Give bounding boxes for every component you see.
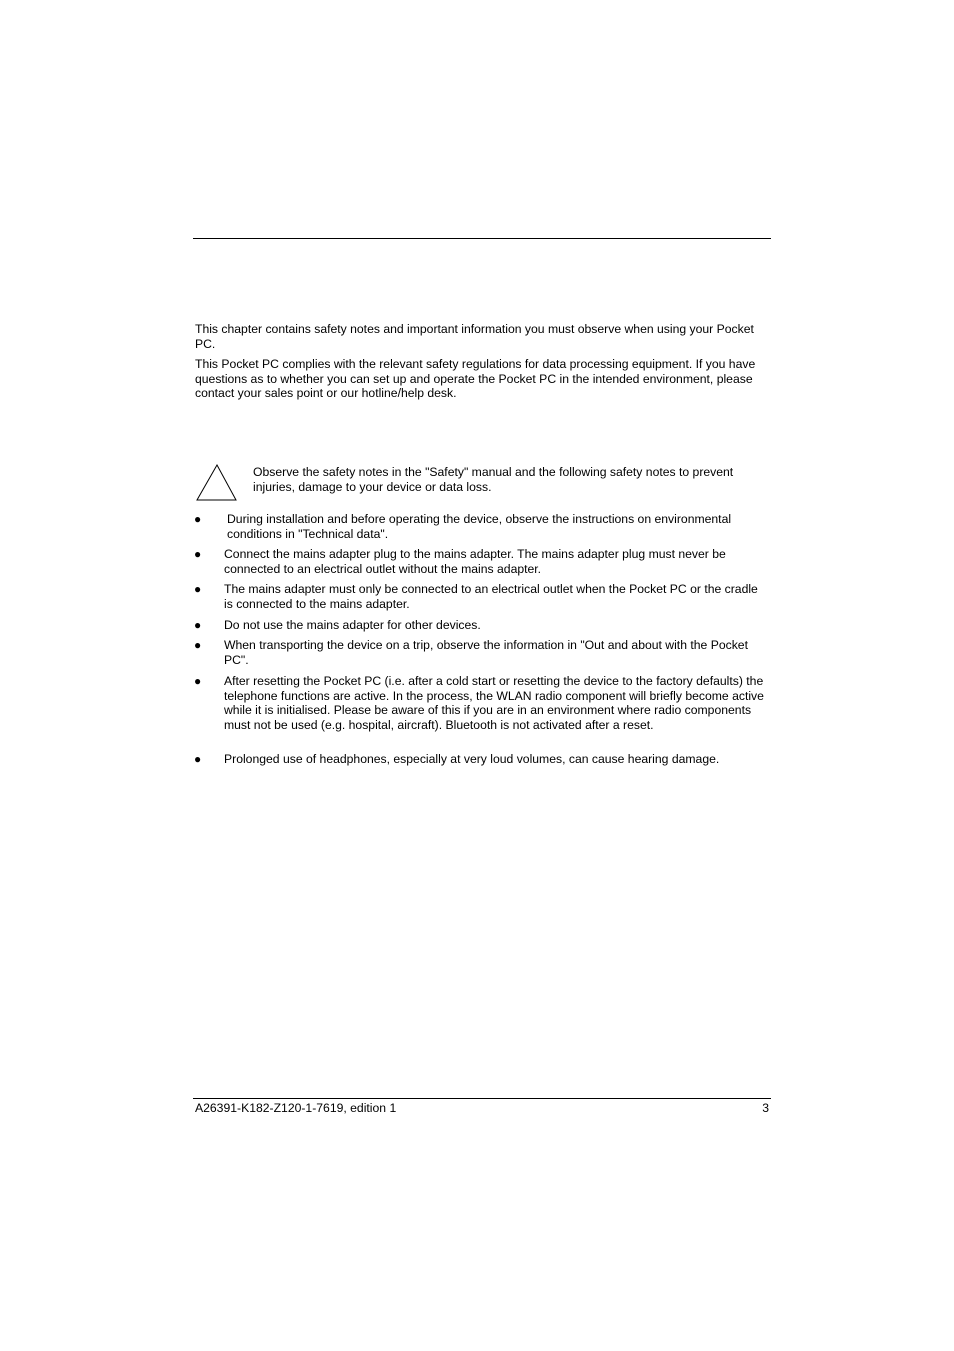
bullet-icon: ● — [194, 512, 202, 526]
list-item-text: Do not use the mains adapter for other devices. — [224, 618, 481, 632]
intro-paragraph-1: This chapter contains safety notes and important information you must observe when using your Pocket PC. — [195, 322, 754, 351]
bullet-icon: ● — [194, 618, 202, 632]
intro-paragraph-2: This Pocket PC complies with the relevant safety regulations for data processing equipment. If you have questions as to whether you can set up and operate the Pocket PC in the intended environment, please contact your sales point or our hotline/help desk. — [195, 357, 756, 401]
list-item-text: During installation and before operating the device, observe the instructions on environmental conditions in "Technical data". — [227, 512, 732, 541]
footer-document-id: A26391-K182-Z120-1-7619, edition 1 — [195, 1101, 397, 1115]
warning-triangle-icon — [196, 464, 238, 502]
bullet-icon: ● — [194, 674, 202, 688]
bullet-icon: ● — [194, 547, 202, 561]
warning-text: Observe the safety notes in the "Safety" manual and the following safety notes to prevent injuries, damage to your device or data loss. — [253, 465, 734, 494]
bullet-icon: ● — [194, 752, 202, 766]
header-rule — [193, 238, 771, 239]
bullet-icon: ● — [194, 582, 202, 596]
page-number: 3 — [762, 1101, 769, 1115]
list-item-text: After resetting the Pocket PC (i.e. after a cold start or resetting the device to the factory defaults) the telephone functions are active. In the process, the WLAN radio component will briefly become active while it is initialised. Please be aware of this if you are in an environment where radio components must not be used (e.g. hospital, aircraft). Bluetooth is not activated after a reset. — [224, 674, 764, 732]
list-item-text: Prolonged use of headphones, especially at very loud volumes, can cause hearing damage. — [224, 752, 720, 766]
list-item-text: The mains adapter must only be connected to an electrical outlet when the Pocket PC or the cradle is connected to the mains adapter. — [224, 582, 758, 611]
list-item-text: Connect the mains adapter plug to the mains adapter. The mains adapter plug must never be connected to an electrical outlet without the mains adapter. — [224, 547, 726, 576]
bullet-icon: ● — [194, 638, 202, 652]
footer-rule — [193, 1098, 771, 1099]
list-item-text: When transporting the device on a trip, observe the information in "Out and about with the Pocket PC". — [224, 638, 748, 667]
